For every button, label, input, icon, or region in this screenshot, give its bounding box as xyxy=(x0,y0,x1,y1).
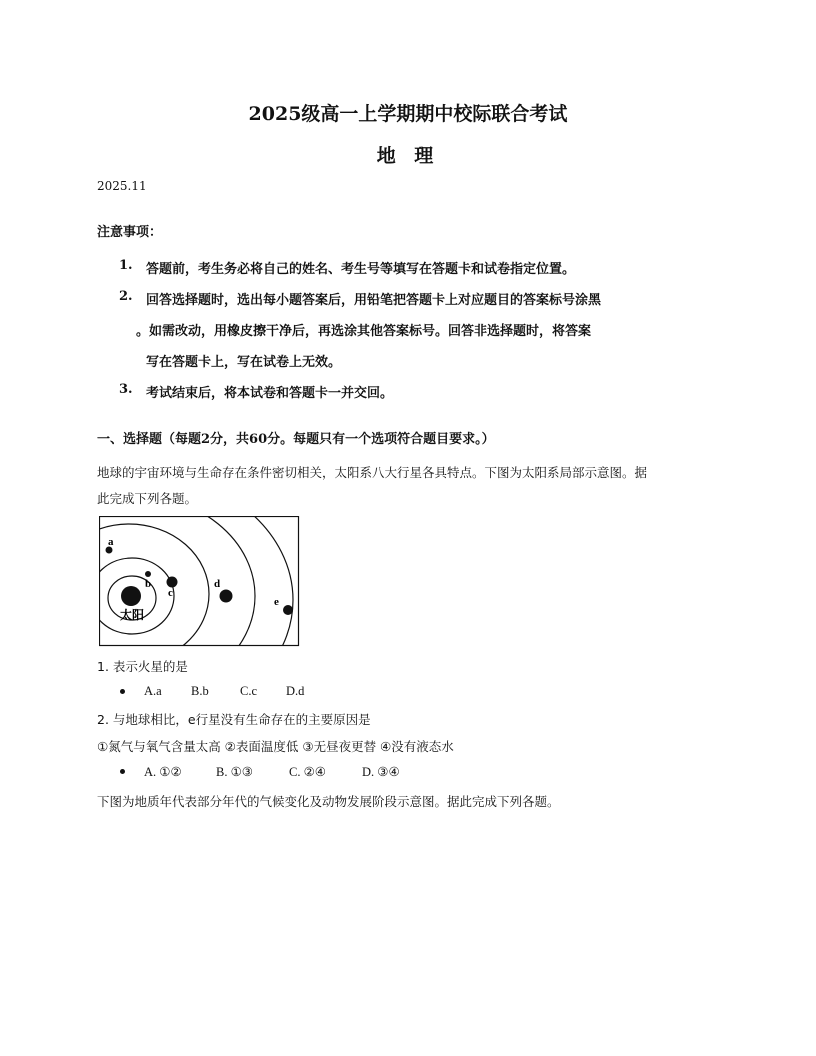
sun-body xyxy=(121,586,141,606)
solar-system-figure xyxy=(99,516,301,648)
note-line: 回答选择题时，选出每小题答案后，用铅笔把答题卡上对应题目的答案标号涂黑 xyxy=(146,293,602,308)
option-b[interactable]: B. ①③ xyxy=(216,765,253,779)
figure-frame xyxy=(100,517,299,646)
option-a[interactable]: A.a xyxy=(144,684,162,698)
note-line: 考试结束后，将本试卷和答题卡一并交回。 xyxy=(146,386,394,401)
label-a: a xyxy=(108,536,114,548)
option-d[interactable]: D. ③④ xyxy=(362,765,400,779)
question-1-options xyxy=(0,684,816,702)
planet-d xyxy=(220,590,233,603)
question-1-stem: 1. 表示火星的是 xyxy=(97,659,188,674)
notes-heading: 注意事项： xyxy=(97,225,163,240)
intro-line: 地球的宇宙环境与生命存在条件密切相关，太阳系八大行星各具特点。下图为太阳系局部示意图。据 xyxy=(97,465,648,480)
option-c[interactable]: C.c xyxy=(240,684,258,698)
note-number: 2. xyxy=(119,289,133,304)
question-2-stem: 2. 与地球相比，e行星没有生命存在的主要原因是 xyxy=(97,712,371,727)
label-sun: 太阳 xyxy=(120,608,145,622)
exam-date: 2025.11 xyxy=(97,179,147,193)
question-2-statements: ①氮气与氧气含量太高 ②表面温度低 ③无昼夜更替 ④没有液态水 xyxy=(97,739,454,754)
note-number: 1. xyxy=(119,258,133,273)
note-line: 答题前，考生务必将自己的姓名、考生号等填写在答题卡和试卷指定位置。 xyxy=(146,262,576,277)
option-d[interactable]: D.d xyxy=(286,684,305,698)
option-a[interactable]: A. ①② xyxy=(144,765,182,779)
option-c[interactable]: C. ②④ xyxy=(289,765,326,779)
note-line: 。如需改动，用橡皮擦干净后，再选涂其他答案标号。回答非选择题时，将答案 xyxy=(136,324,592,339)
label-b: b xyxy=(145,578,152,590)
option-b[interactable]: B.b xyxy=(191,684,209,698)
label-d: d xyxy=(214,578,221,590)
intro2-line: 下图为地质年代表部分年代的气候变化及动物发展阶段示意图。据此完成下列各题。 xyxy=(97,794,560,809)
exam-title: 2025级高一上学期期中校际联合考试 xyxy=(248,103,568,125)
intro-line: 此完成下列各题。 xyxy=(97,491,198,506)
label-e: e xyxy=(274,596,279,608)
section-heading: 一、选择题（每题2分，共60分。每题只有一个选项符合题目要求。） xyxy=(97,432,495,447)
label-c: c xyxy=(168,587,173,599)
question-2-options xyxy=(0,764,816,782)
note-line: 写在答题卡上，写在试卷上无效。 xyxy=(146,355,342,370)
planet-b xyxy=(145,571,151,577)
planet-e xyxy=(283,605,293,615)
note-number: 3. xyxy=(119,382,133,397)
planet-c xyxy=(167,577,178,588)
subject-title: 地 理 xyxy=(376,145,440,167)
